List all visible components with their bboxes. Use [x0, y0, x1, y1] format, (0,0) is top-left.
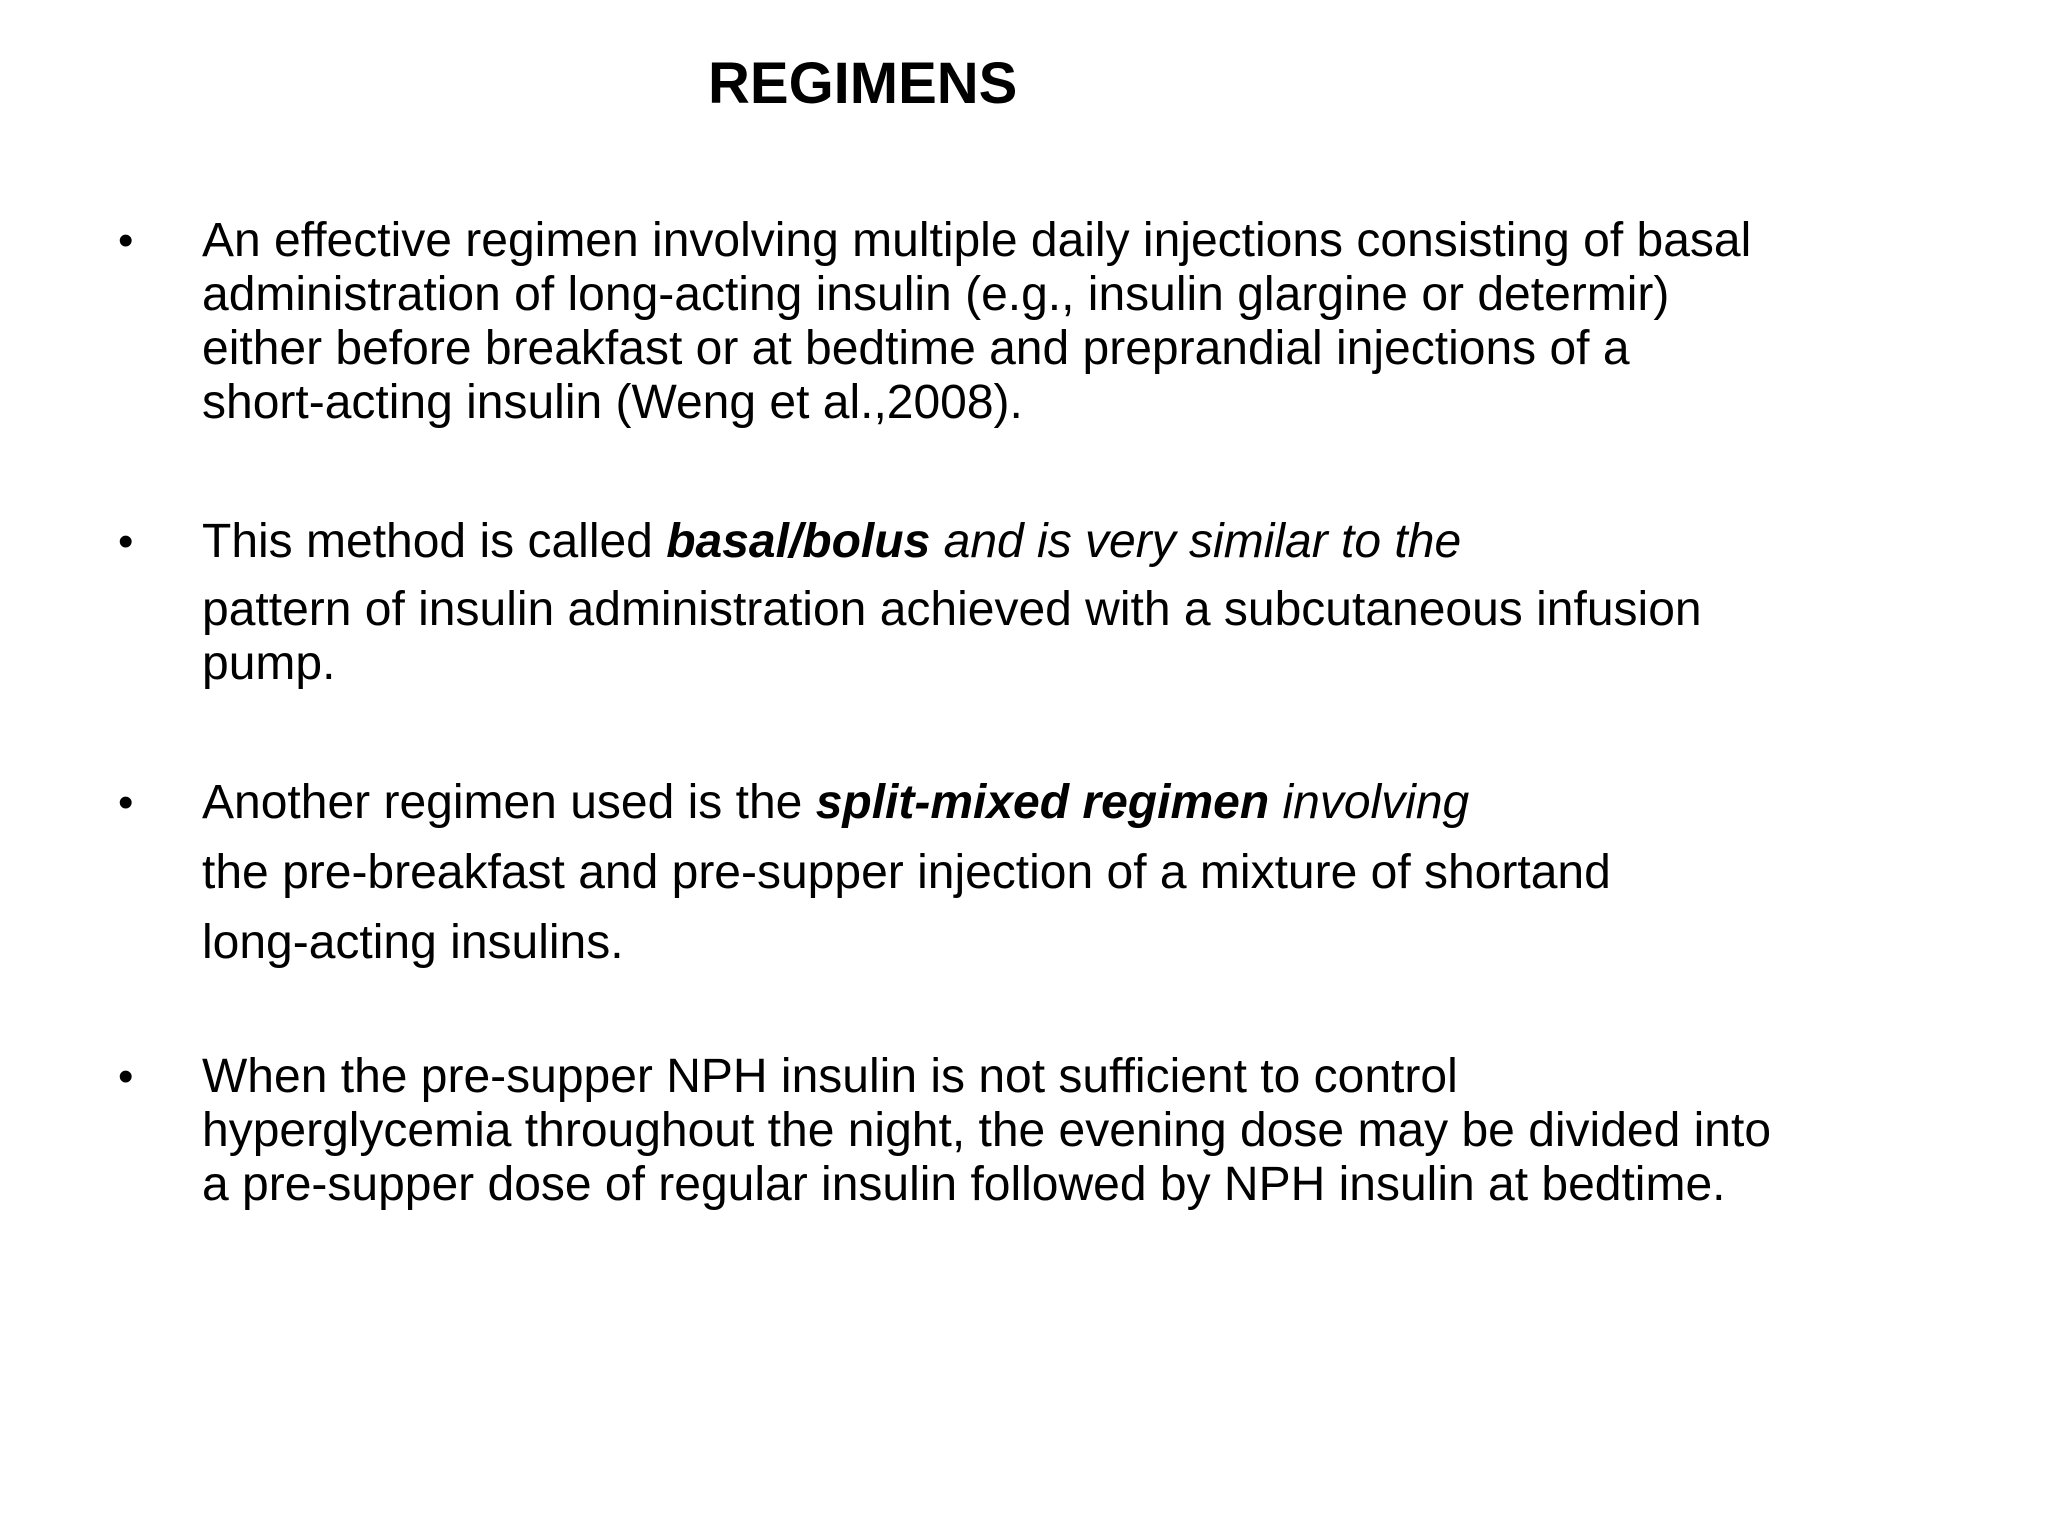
bullet-line: hyperglycemia throughout the night, the evening dose may be divided into	[202, 1104, 1772, 1157]
bullet-line	[202, 515, 2048, 569]
bullet-line: pattern of insulin administration achieved with a subcutaneous infusion	[202, 583, 1702, 636]
bullet-text	[202, 515, 2048, 691]
bullet-marker: •	[118, 1052, 134, 1101]
slide-title: REGIMENS	[708, 51, 1018, 116]
bullet-line: either before breakfast or at bedtime and preprandial injections of a	[202, 322, 1630, 375]
bullet-marker: •	[118, 517, 134, 566]
bullet-text-italic: involving	[1269, 776, 1470, 829]
bullet-text-italic: and is very similar to the	[930, 515, 1462, 568]
bullet-line: An effective regimen involving multiple daily injections consisting of basal	[202, 214, 1752, 267]
term-basal-bolus: basal/bolus	[666, 515, 931, 568]
bullet-line	[202, 776, 2048, 830]
bullet-text-plain: Another regimen used is the	[202, 776, 816, 829]
bullet-line: long-acting insulins.	[202, 916, 624, 969]
bullet-line: When the pre-supper NPH insulin is not sufficient to control	[202, 1050, 1458, 1103]
bullet-line: a pre-supper dose of regular insulin followed by NPH insulin at bedtime.	[202, 1158, 1726, 1211]
bullet-line: the pre-breakfast and pre-supper injection of a mixture of shortand	[202, 846, 1611, 899]
bullet-line: administration of long-acting insulin (e.g., insulin glargine or determir)	[202, 268, 1670, 321]
bullet-marker: •	[118, 778, 134, 827]
bullet-line: pump.	[202, 637, 336, 690]
bullet-marker: •	[118, 216, 134, 265]
bullet-text	[202, 1050, 2048, 1212]
bullet-text	[202, 214, 2048, 430]
bullet-text	[202, 776, 2048, 970]
bullet-line: short-acting insulin (Weng et al.,2008).	[202, 376, 1023, 429]
term-split-mixed-regimen: split-mixed regimen	[815, 776, 1270, 829]
bullet-text-plain: This method is called	[202, 515, 667, 568]
